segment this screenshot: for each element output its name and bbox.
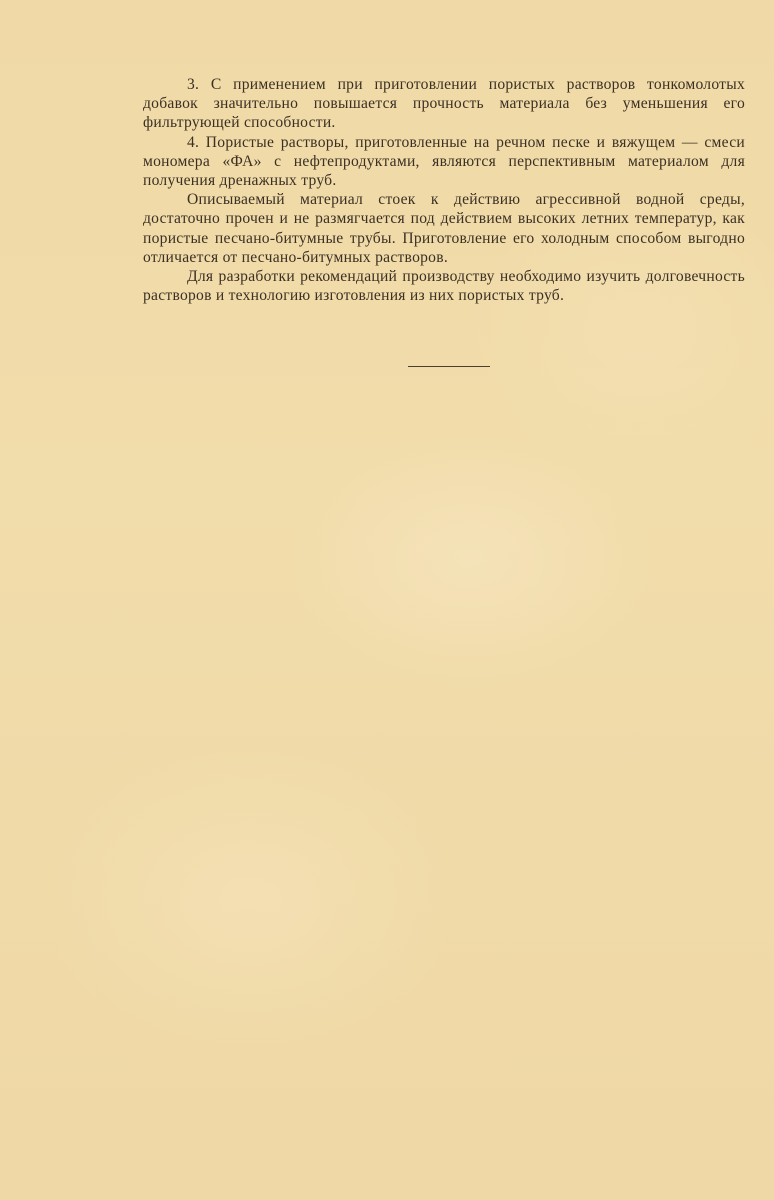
paragraph-conclusion-3: 3. С применением при приготовлении пористых растворов тонкомолотых добавок значительно повышается прочность материала без уменьшения его фильтрующей способности. xyxy=(143,76,745,132)
paragraph-conclusion-4: 4. Пористые растворы, приготовленные на речном песке и вяжущем — смеси мономера «ФА» с нефтепродуктами, являются перспективным материалом для получения дренажных труб. xyxy=(143,133,745,190)
paragraph-material-description: Описываемый материал стоек к действию агрессивной водной среды, достаточно прочен и не размягчается под действием высоких летних температур, как пористые песчано-битумные трубы. Приготовление его холодным способом выгодно отличается от песчано-битумных растворов. xyxy=(143,191,745,266)
body-text xyxy=(143,75,745,305)
section-end-rule xyxy=(408,366,490,367)
paragraph-recommendations: Для разработки рекомендаций производству необходимо изучить долговечность растворов и технологию изготовления из них пористых труб. xyxy=(143,268,745,305)
